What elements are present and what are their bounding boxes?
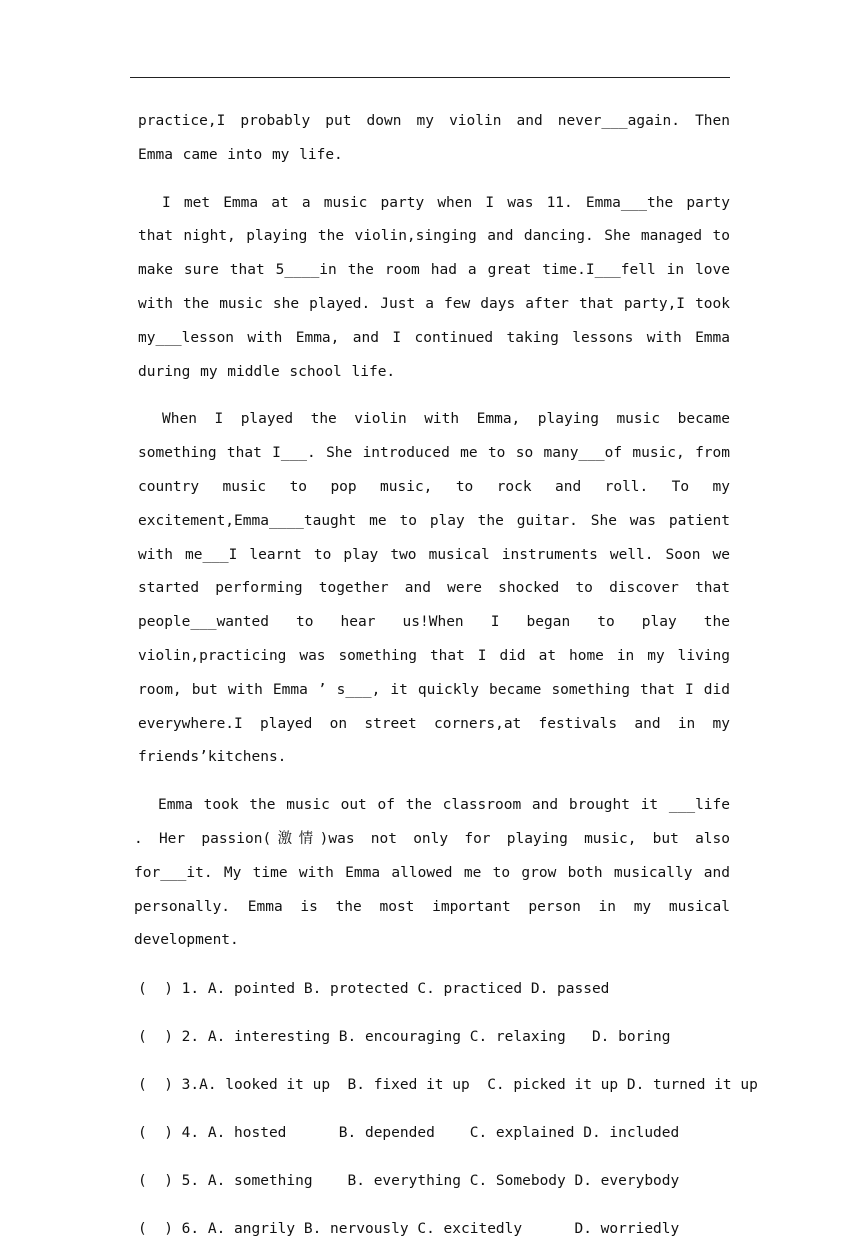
question-2: ( ) 2. A. interesting B. encouraging C. relaxing D. boring [138, 1029, 671, 1046]
question-6: ( ) 6. A. angrily B. nervously C. excitedly D. worriedly [138, 1221, 680, 1238]
passage-paragraph-1: practice,I probably put down my violin and never___again. Then Emma came into my life. [138, 113, 730, 163]
question-1: ( ) 1. A. pointed B. protected C. practiced D. passed [138, 981, 610, 998]
passage-paragraph-4: Emma took the music out of the classroom and brought it ___life . Her passion(激情)was not only for playing music, but also for___it. My time with Emma allowed me to grow both musically and personally. Emma is the most important person in my musical development. [134, 797, 730, 949]
question-4: ( ) 4. A. hosted B. depended C. explained D. included [138, 1125, 680, 1142]
passage-paragraph-3: When I played the violin with Emma, playing music became something that I___. She introduced me to so many___of music, from country music to pop music, to rock and roll. To my excitement,Emma____taught me to play the guitar. She was patient with me___I learnt to play two musical instruments well. Soon we started performing together and were shocked to discover that people___wanted to hear us!When I began to play the violin,practicing was something that I did at home in my living room, but with Emma ’ s___, it quickly became something that I did everywhere.I played on street corners,at festivals and in my friends’kitchens. [138, 411, 730, 766]
header-rule [130, 77, 730, 78]
question-5: ( ) 5. A. something B. everything C. Somebody D. everybody [138, 1173, 680, 1190]
question-3: ( ) 3.A. looked it up B. fixed it up C. picked it up D. turned it up [138, 1077, 758, 1094]
document-page [134, 105, 758, 1260]
passage-paragraph-2: I met Emma at a music party when I was 11. Emma___the party that night, playing the violin,singing and dancing. She managed to make sure that 5____in the room had a great time.I___fell in love with the music she played. Just a few days after that party,I took my___lesson with Emma, and I continued taking lessons with Emma during my middle school life. [138, 194, 730, 380]
